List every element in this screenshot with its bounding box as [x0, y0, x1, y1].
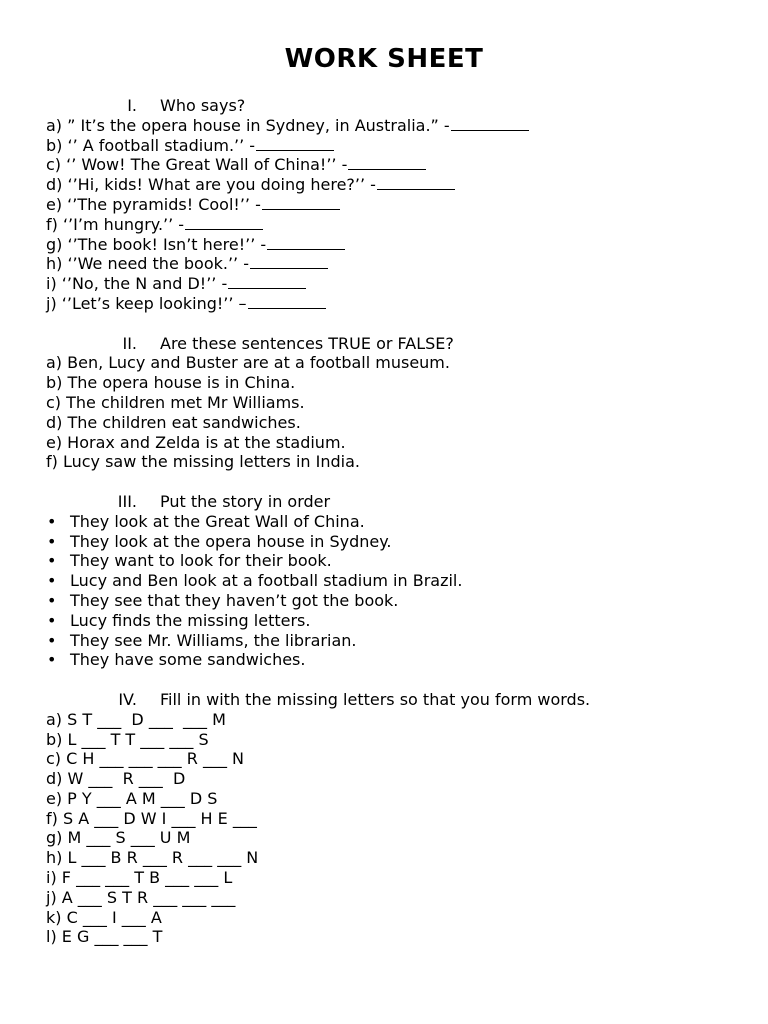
answer-blank[interactable] — [250, 254, 328, 269]
question-line: i) ‘’No, the N and D!’’ - — [46, 274, 746, 294]
bullet-item: • They look at the opera house in Sydney. — [46, 532, 746, 552]
statement-line: f) Lucy saw the missing letters in India. — [46, 452, 360, 472]
word-puzzle-line: d) W ___ R ___ D — [46, 769, 186, 789]
bullet-item: • They want to look for their book. — [46, 551, 746, 571]
answer-blank[interactable] — [256, 136, 334, 151]
answer-blank[interactable] — [377, 175, 455, 190]
word-puzzle-line: e) P Y ___ A M ___ D S — [46, 788, 218, 808]
bullet-item: • Lucy and Ben look at a football stadium in Brazil. — [46, 571, 746, 591]
answer-blank[interactable] — [348, 155, 426, 170]
word-puzzle-line: j) A ___ S T R ___ ___ ___ — [46, 887, 236, 907]
word-puzzle-line: c) C H ___ ___ ___ R ___ N — [46, 749, 245, 769]
word-puzzle-line: g) M ___ S ___ U M — [46, 828, 191, 848]
answer-blank[interactable] — [267, 235, 345, 250]
section-title: Are these sentences TRUE or FALSE? — [160, 333, 454, 353]
statement-line: b) The opera house is in China. — [46, 373, 296, 393]
section-number: I. — [127, 96, 137, 115]
story-bullet-list — [46, 512, 746, 670]
word-puzzle-line: h) L ___ B R ___ R ___ ___ N — [46, 848, 259, 868]
statement-line: a) Ben, Lucy and Buster are at a football museum. — [46, 353, 450, 373]
section-title: Fill in with the missing letters so that you form words. — [160, 689, 591, 709]
section-missing-letters — [46, 690, 746, 947]
question-line: j) ‘’Let’s keep looking!’’ – — [46, 294, 746, 314]
word-puzzle-line: a) S T ___ D ___ ___ M — [46, 709, 226, 729]
word-puzzle-line: i) F ___ ___ T B ___ ___ L — [46, 868, 233, 888]
bullet-item: • They have some sandwiches. — [46, 650, 746, 670]
question-line: h) ‘’We need the book.’’ - — [46, 254, 746, 274]
answer-blank[interactable] — [185, 215, 263, 230]
section-story-order — [46, 492, 746, 670]
question-line: a) ” It’s the opera house in Sydney, in Australia.” - — [46, 116, 746, 136]
question-line: e) ‘’The pyramids! Cool!’’ - — [46, 195, 746, 215]
statement-line: d) The children eat sandwiches. — [46, 412, 301, 432]
section-true-false — [46, 334, 746, 473]
answer-blank[interactable] — [262, 195, 340, 210]
question-line: b) ‘’ A football stadium.’’ - — [46, 136, 746, 156]
bullet-item: • They look at the Great Wall of China. — [46, 512, 746, 532]
page-title: WORK SHEET — [284, 44, 484, 74]
section-heading — [46, 492, 746, 512]
word-puzzle-line: f) S A ___ D W I ___ H E ___ — [46, 808, 257, 828]
question-line: d) ‘’Hi, kids! What are you doing here?’’ - — [46, 175, 746, 195]
word-puzzle-line: b) L ___ T T ___ ___ S — [46, 729, 209, 749]
bullet-item: • They see that they haven’t got the book. — [46, 591, 746, 611]
statement-line: c) The children met Mr Williams. — [46, 392, 305, 412]
section-who-says — [46, 96, 746, 314]
bullet-item: • They see Mr. Williams, the librarian. — [46, 631, 746, 651]
section-number: III. — [117, 491, 137, 511]
word-puzzle-line: l) E G ___ ___ T — [46, 927, 163, 947]
question-line: f) ‘’I’m hungry.’’ - — [46, 215, 746, 235]
question-line: c) ‘’ Wow! The Great Wall of China!’’ - — [46, 155, 746, 175]
answer-blank[interactable] — [228, 274, 306, 289]
answer-blank[interactable] — [248, 294, 326, 309]
section-number: II. — [122, 333, 137, 353]
section-heading — [46, 690, 746, 710]
word-puzzle-line: k) C ___ I ___ A — [46, 907, 162, 927]
bullet-item: • Lucy finds the missing letters. — [46, 611, 746, 631]
section-title: Who says? — [160, 96, 246, 115]
section-title: Put the story in order — [160, 491, 331, 511]
worksheet-content — [46, 96, 746, 947]
statement-line: e) Horax and Zelda is at the stadium. — [46, 432, 346, 452]
question-line: g) ‘’The book! Isn’t here!’’ - — [46, 235, 746, 255]
section-number: IV. — [118, 689, 137, 709]
section-heading — [46, 334, 746, 354]
section-heading — [46, 96, 746, 116]
answer-blank[interactable] — [451, 116, 529, 131]
